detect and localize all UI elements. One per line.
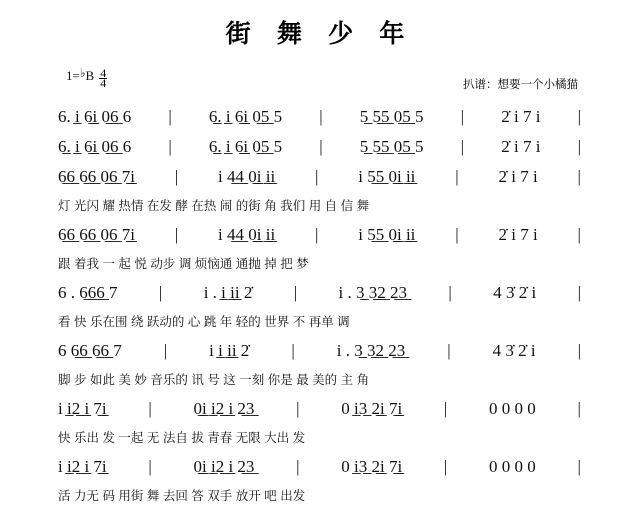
staff-container xyxy=(0,102,640,510)
note-group: 0̲i̲ i̲2̲ i̲ 2̲3̲ xyxy=(193,457,255,476)
note-group: 6̲6̲ 6̲6̲ 0̲6̲ 7̲i̲ xyxy=(58,167,135,186)
notes-row xyxy=(58,132,582,162)
note-group: 2̇ i 7 i xyxy=(498,225,538,244)
barline: | xyxy=(315,167,319,186)
credit-line: 扒谱：想要一个小橘猫 xyxy=(463,79,578,91)
barline: | xyxy=(577,399,581,418)
note-group: i i̲ i̲i̲ 2̇ xyxy=(209,341,250,360)
barline: | xyxy=(577,225,581,244)
lyrics-line-2: 跟 着我 一 起 悦 动步 调 烦恼通 通抛 掉 把 梦 xyxy=(58,257,309,271)
barline: | xyxy=(460,107,465,126)
notes-line-6 xyxy=(58,336,582,366)
barline: | xyxy=(148,457,152,476)
note-group: 6. i̲ 6̲i̲ 0̲6̲ 6 xyxy=(58,107,132,126)
note-group: 0 i̲3̲ 2̲i̲ 7̲i̲ xyxy=(341,457,403,476)
note-group: i i̲2̲ i̲ 7̲i̲ xyxy=(58,457,107,476)
key-signature xyxy=(66,66,107,90)
notes-line-1 xyxy=(58,102,582,132)
barline: | xyxy=(455,225,459,244)
barline: | xyxy=(577,107,581,126)
barline: | xyxy=(460,137,465,156)
notes-row xyxy=(58,162,582,192)
meta-row xyxy=(0,68,640,102)
note-group: 0̲i̲ i̲2̲ i̲ 2̲3̲ xyxy=(193,399,255,418)
note-group: 6̲6̲ 6̲6̲ 0̲6̲ 7̲i̲ xyxy=(58,225,135,244)
lyrics-line-1: 灯 光闪 耀 热情 在发 酵 在热 闹 的街 角 我们 用 自 信 舞 xyxy=(58,199,370,213)
note-group: 0 0 0 0 xyxy=(489,457,536,476)
page-title: 街 舞 少 年 xyxy=(225,21,415,48)
notes-row xyxy=(58,336,582,366)
barline: | xyxy=(577,457,581,476)
barline: | xyxy=(174,167,179,186)
notes-line-4 xyxy=(58,220,582,250)
note-group: 6̲. i̲ 6̲i̲ 0̲6̲ 6 xyxy=(58,137,132,156)
note-group: i i̲2̲ i̲ 7̲i̲ xyxy=(58,399,107,418)
notes-row xyxy=(58,394,582,424)
note-group: 2̇ i 7 i xyxy=(501,137,541,156)
barline: | xyxy=(447,341,451,360)
time-signature-numerator: 4 xyxy=(100,66,107,80)
note-group: i . 3̲ 3̲2̲ 2̲3̲ xyxy=(338,283,408,302)
key-label: 1= xyxy=(66,68,80,83)
barline: | xyxy=(315,225,319,244)
note-group: 0 0 0 0 xyxy=(489,399,536,418)
lyrics-line-5: 快 乐出 发 一起 无 法自 拔 青春 无限 大出 发 xyxy=(58,431,306,445)
flat-symbol: ♭ xyxy=(79,66,86,80)
note-group: i 5̲5̲ 0̲i̲ i̲i̲ xyxy=(358,225,416,244)
notes-line-2 xyxy=(58,132,582,162)
barline: | xyxy=(443,457,448,476)
barline: | xyxy=(168,107,172,126)
barline: | xyxy=(443,399,448,418)
note-group: 6̲. i̲ 6̲i̲ 0̲5̲ 5 xyxy=(208,137,283,156)
note-group: 2̇ i 7 i xyxy=(501,107,541,126)
barline: | xyxy=(319,137,323,156)
barline: | xyxy=(296,457,300,476)
barline: | xyxy=(148,399,152,418)
notes-row xyxy=(58,102,582,132)
note-group: 6 . 6̲6̲6̲ 7 xyxy=(58,283,118,302)
barline: | xyxy=(455,167,459,186)
note-group: 4 3̇ 2̇ i xyxy=(493,283,537,302)
note-group: 0 i̲3̲ 2̲i̲ 7̲i̲ xyxy=(341,399,403,418)
barline: | xyxy=(293,283,298,302)
note-group: 6̲. i̲ 6̲i̲ 0̲5̲ 5 xyxy=(208,107,283,126)
barline: | xyxy=(577,137,581,156)
notes-row xyxy=(58,452,582,482)
barline: | xyxy=(163,341,168,360)
notes-line-5 xyxy=(58,278,582,308)
barline: | xyxy=(577,283,581,302)
notes-row xyxy=(58,220,582,250)
note-group: 4 3̇ 2̇ i xyxy=(492,341,536,360)
barline: | xyxy=(168,137,172,156)
time-signature xyxy=(99,66,107,90)
notes-line-7 xyxy=(58,394,582,424)
barline: | xyxy=(319,107,323,126)
note-group: i . 3̲ 3̲2̲ 2̲3̲ xyxy=(336,341,406,360)
note-group: i 4̲4̲ 0̲i̲ i̲i̲ xyxy=(218,167,276,186)
lyrics-line-4: 脚 步 如此 美 妙 音乐的 讯 号 这 一刻 你是 最 美的 主 角 xyxy=(58,373,370,387)
barline: | xyxy=(291,341,295,360)
barline: | xyxy=(174,225,179,244)
barline: | xyxy=(577,167,581,186)
time-signature-denominator: 4 xyxy=(100,76,107,90)
barline: | xyxy=(158,283,163,302)
note-group: 6 6̲6̲ 6̲6̲ 7 xyxy=(58,341,122,360)
lyrics-line-6: 活 力无 码 用街 舞 去回 答 双手 放开 吧 出发 xyxy=(58,489,306,503)
note-group: 5̲ 5̲5̲ 0̲5̲ 5 xyxy=(359,107,424,126)
lyrics-line-3: 看 快 乐在围 绕 跃动的 心 跳 年 轻的 世界 不 再单 调 xyxy=(58,315,350,329)
key-letter: B xyxy=(85,68,95,83)
notes-line-8 xyxy=(58,452,582,482)
note-group: i . i̲ i̲i̲ 2̇ xyxy=(203,283,253,302)
note-group: 2̇ i 7 i xyxy=(498,167,538,186)
barline: | xyxy=(296,399,300,418)
barline: | xyxy=(577,341,581,360)
notes-row xyxy=(58,278,582,308)
note-group: i 4̲4̲ 0̲i̲ i̲i̲ xyxy=(218,225,276,244)
note-group: 5̲ 5̲5̲ 0̲5̲ 5 xyxy=(359,137,424,156)
notes-line-3 xyxy=(58,162,582,192)
barline: | xyxy=(448,283,452,302)
note-group: i 5̲5̲ 0̲i̲ i̲i̲ xyxy=(358,167,416,186)
